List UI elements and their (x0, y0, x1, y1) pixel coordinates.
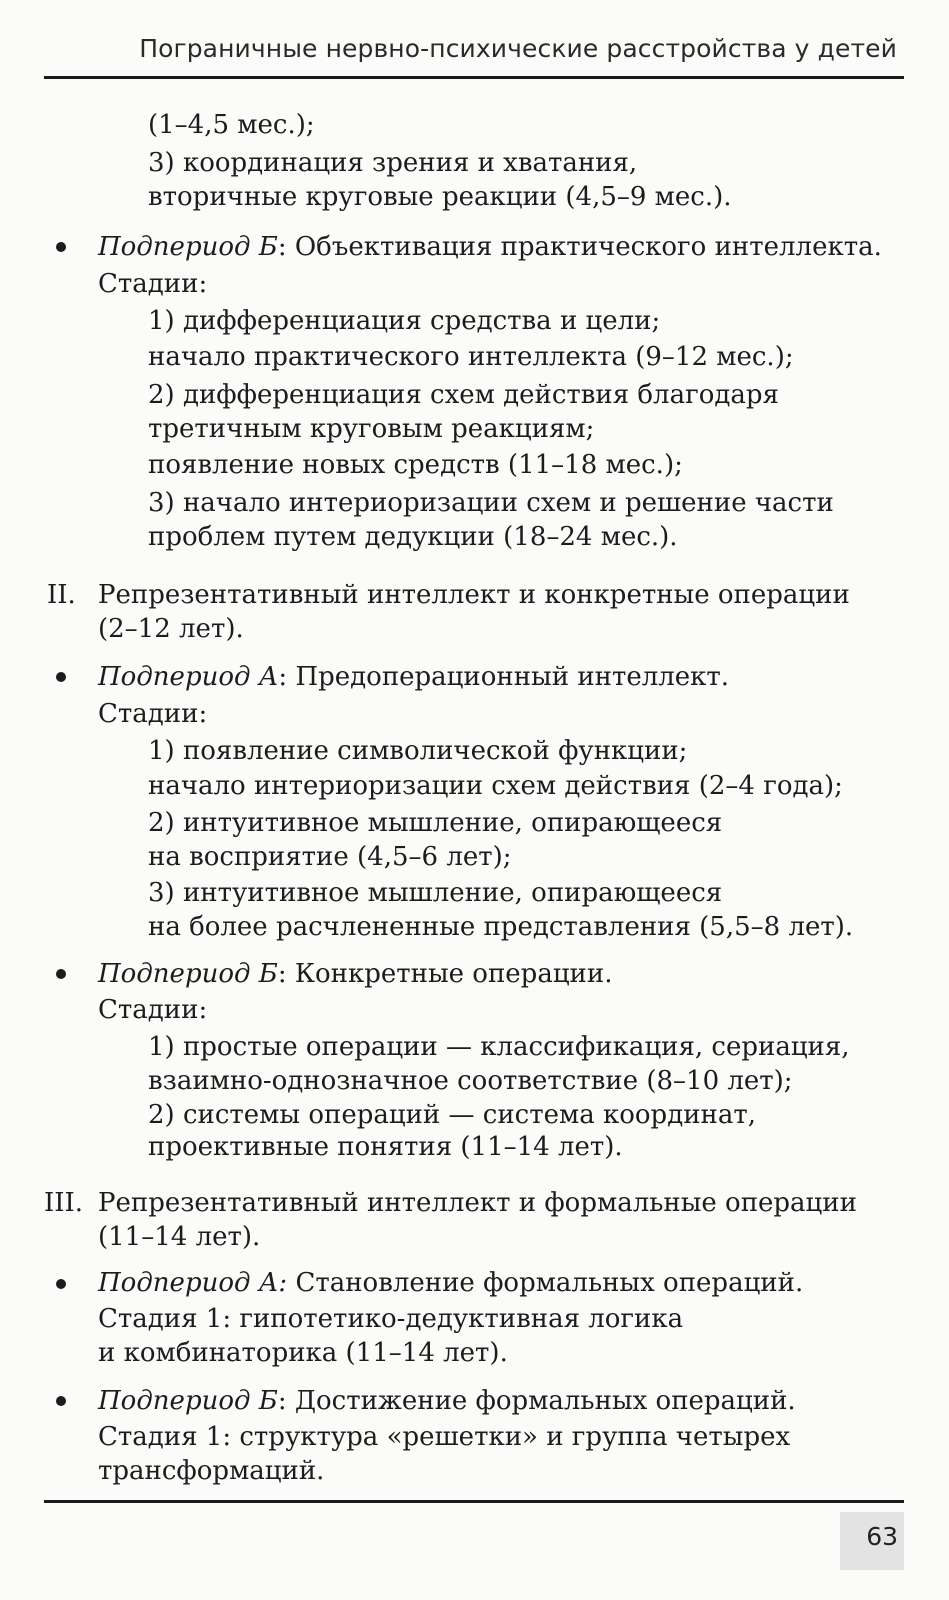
stages-label: Стадии: (98, 995, 208, 1025)
period-heading: (11–14 лет). (98, 1222, 261, 1252)
subperiod-title: : Объективация практического интеллекта. (277, 232, 882, 262)
period-numeral: III. (44, 1188, 84, 1218)
bullet-icon (56, 969, 66, 979)
period-numeral: II. (47, 580, 76, 610)
stage-line: и комбинаторика (11–14 лет). (98, 1338, 508, 1368)
body-line: 1) дифференциация средства и цели; (148, 306, 661, 336)
stages-label: Стадии: (98, 699, 208, 729)
subperiod-label: Подпериод А: (98, 1268, 288, 1298)
body-line: (1–4,5 мес.); (148, 110, 315, 140)
body-line: вторичные круговые реакции (4,5–9 мес.). (148, 182, 732, 212)
subperiod-heading (98, 1384, 796, 1418)
body-line: на более расчлененные представления (5,5–8 лет). (148, 912, 854, 942)
subperiod-label: Подпериод Б (98, 959, 278, 989)
body-line: появление новых средств (11–18 мес.); (148, 450, 683, 480)
body-line: 2) интуитивное мышление, опирающееся (148, 808, 723, 838)
header-rule (44, 76, 904, 79)
stage-line: трансформаций. (98, 1456, 325, 1486)
subperiod-label: Подпериод А (98, 662, 279, 692)
period-heading: Репрезентативный интеллект и формальные операции (98, 1188, 857, 1218)
subperiod-label: Подпериод Б (98, 232, 278, 262)
body-line: проблем путем дедукции (18–24 мес.). (148, 522, 678, 552)
subperiod-title: : Предоперационный интеллект. (278, 662, 730, 692)
period-heading: Репрезентативный интеллект и конкретные операции (98, 580, 850, 610)
body-line: 1) простые операции — классификация, сериация, (148, 1032, 850, 1062)
body-line: на восприятие (4,5–6 лет); (148, 842, 512, 872)
stage-line: Стадия 1: структура «решетки» и группа четырех (98, 1422, 791, 1452)
stages-label: Стадии: (98, 269, 208, 299)
subperiod-label: Подпериод Б (98, 1386, 278, 1416)
body-line: 3) интуитивное мышление, опирающееся (148, 878, 723, 908)
subperiod-title: Становление формальных операций. (287, 1268, 804, 1298)
body-line: начало интериоризации схем действия (2–4 года); (148, 771, 843, 801)
body-line: начало практического интеллекта (9–12 мес.); (148, 342, 794, 372)
body-line: 2) системы операций — система координат, (148, 1100, 757, 1130)
footer-rule (44, 1500, 904, 1503)
subperiod-title: : Конкретные операции. (277, 959, 613, 989)
running-header: Пограничные нервно-психические расстройства у детей (139, 34, 897, 63)
page-number: 63 (866, 1522, 898, 1551)
subperiod-heading (98, 957, 612, 991)
body-line: 2) дифференциация схем действия благодаря (148, 380, 779, 410)
stage-line: Стадия 1: гипотетико-дедуктивная логика (98, 1304, 684, 1334)
subperiod-heading (98, 660, 729, 694)
bullet-icon (56, 242, 66, 252)
body-line: 1) появление символической функции; (148, 736, 688, 766)
period-heading: (2–12 лет). (98, 614, 244, 644)
body-line: взаимно-однозначное соответствие (8–10 лет); (148, 1066, 793, 1096)
bullet-icon (56, 1279, 66, 1289)
body-line: 3) начало интериоризации схем и решение части (148, 488, 834, 518)
subperiod-heading (98, 230, 882, 264)
subperiod-title: : Достижение формальных операций. (277, 1386, 796, 1416)
body-line: 3) координация зрения и хватания, (148, 148, 638, 178)
bullet-icon (56, 672, 66, 682)
subperiod-heading (98, 1266, 803, 1300)
bullet-icon (56, 1396, 66, 1406)
body-line: третичным круговым реакциям; (148, 414, 595, 444)
body-line: проективные понятия (11–14 лет). (148, 1132, 623, 1162)
